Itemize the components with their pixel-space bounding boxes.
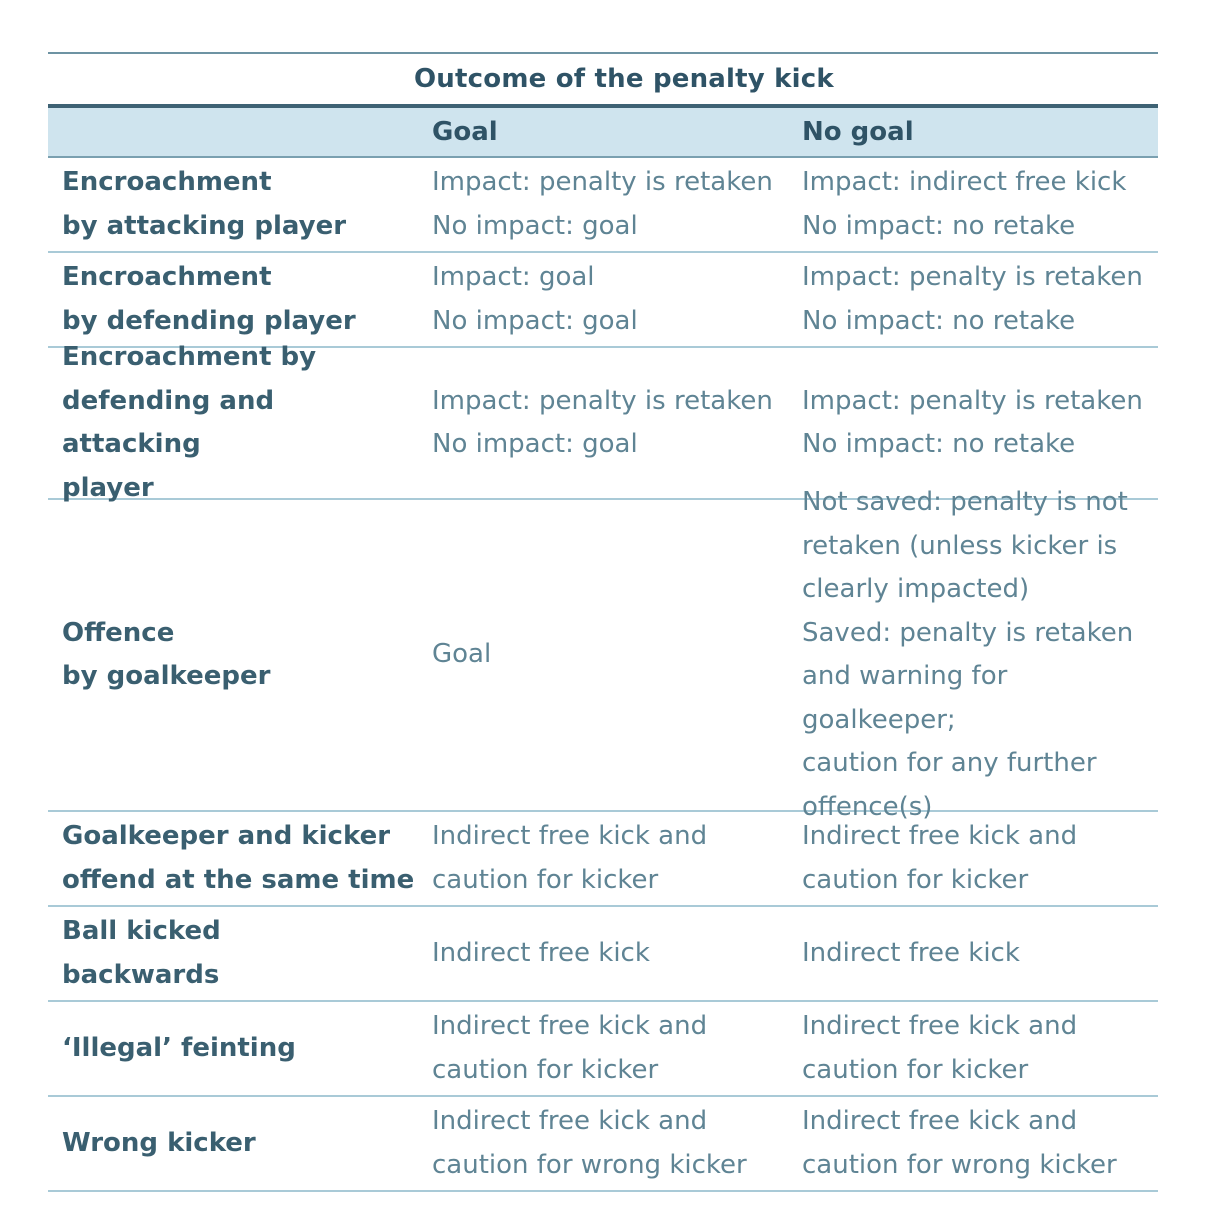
table-row — [48, 907, 1158, 1002]
table-row — [48, 1002, 1158, 1097]
row-label: ‘Illegal’ feinting — [62, 1032, 296, 1063]
no-goal-cell: Indirect free kick — [802, 937, 1020, 968]
no-goal-cell: Indirect free kick and caution for wrong kicker — [802, 1106, 1117, 1180]
goal-cell: Impact: penalty is retaken No impact: goal — [432, 385, 773, 459]
table-row — [48, 487, 1158, 822]
no-goal-cell: Indirect free kick and caution for kicker — [802, 1011, 1078, 1085]
table-row — [48, 812, 1158, 907]
row-label: Encroachment by defending player — [62, 262, 356, 336]
goal-cell: Indirect free kick and caution for kicker — [432, 821, 708, 895]
goal-cell: Indirect free kick — [432, 937, 650, 968]
header-goal: Goal — [432, 117, 498, 147]
no-goal-cell: Impact: penalty is retaken No impact: no retake — [802, 262, 1143, 336]
goal-cell: Indirect free kick and caution for kicker — [432, 1011, 708, 1085]
table-row — [48, 1097, 1158, 1192]
no-goal-cell: Impact: penalty is retaken No impact: no retake — [802, 385, 1143, 459]
header-empty — [48, 108, 418, 156]
table-row — [48, 342, 1158, 503]
row-label: Goalkeeper and kicker offend at the same time — [62, 821, 415, 895]
table-caption: Outcome of the penalty kick — [414, 64, 834, 94]
penalty-outcome-table — [48, 52, 1158, 1192]
row-label: Encroachment by attacking player — [62, 167, 347, 241]
table-row — [48, 158, 1158, 253]
goal-cell: Impact: penalty is retaken No impact: goal — [432, 167, 773, 241]
no-goal-cell: Indirect free kick and caution for kicker — [802, 821, 1078, 895]
row-label: Ball kicked backwards — [62, 916, 221, 990]
row-label: Encroachment by defending and attacking player — [62, 342, 317, 503]
goal-cell: Goal — [432, 639, 492, 670]
no-goal-cell: Impact: indirect free kick No impact: no retake — [802, 167, 1127, 241]
goal-cell: Indirect free kick and caution for wrong kicker — [432, 1106, 747, 1180]
goal-cell: Impact: goal No impact: goal — [432, 262, 638, 336]
header-no-goal: No goal — [802, 117, 914, 147]
header-row — [48, 108, 1158, 158]
row-label: Offence by goalkeeper — [62, 617, 271, 691]
row-label: Wrong kicker — [62, 1127, 256, 1158]
table-row — [48, 253, 1158, 348]
no-goal-cell: Not saved: penalty is not retaken (unless kicker is clearly impacted) Saved: penalty is retaken and warning for goalkeeper; caution for any further offence(s) — [802, 487, 1134, 822]
